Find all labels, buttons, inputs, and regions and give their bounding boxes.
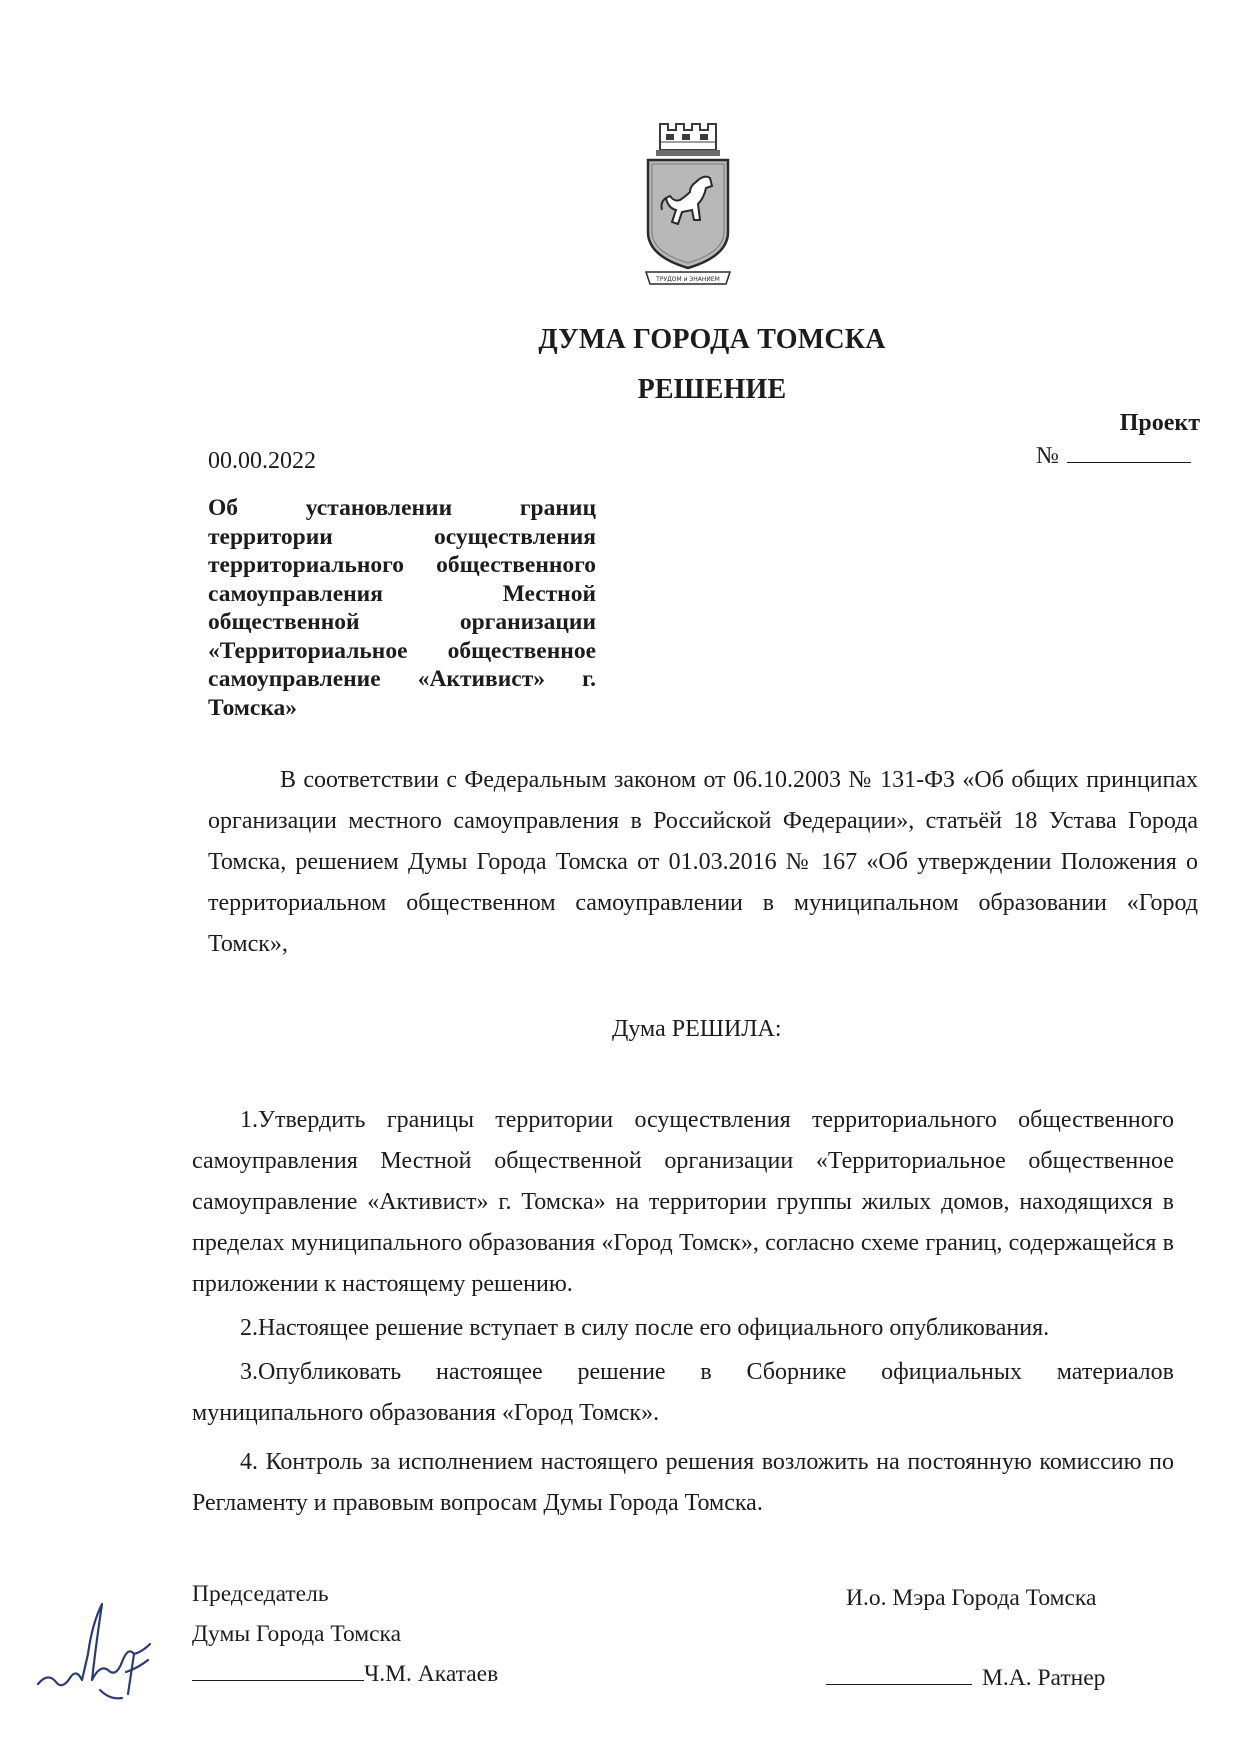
signer-name: М.А. Ратнер: [982, 1665, 1106, 1691]
city-coat-of-arms-icon: [638, 116, 738, 296]
decision-item-3: 3.Опубликовать настоящее решение в Сборнике официальных материалов муниципального образования «Город Томск».: [192, 1359, 1174, 1426]
decision-subject: Об установлении границ территории осуществления территориального общественного самоуправления Местной общественной организации «Территориальное общественное самоуправление «Активист» г. Томска»: [208, 495, 596, 721]
decision-item-1: 1.Утвердить границы территории осуществления территориального общественного самоуправления Местной общественной организации «Территориальное общественное самоуправление «Активист» г. Томска» на территории группы жилых домов, находящихся в пределах муниципального образования «Город Томск», согласно схеме границ, содержащейся в приложении к настоящему решению.: [192, 1107, 1174, 1297]
document-type: РЕШЕНИЕ: [637, 374, 787, 405]
signature-block-mayor: [846, 1578, 1105, 1698]
handwritten-signature-icon: [30, 1594, 170, 1714]
preamble-paragraph: В соответствии с Федеральным законом от 06.10.2003 № 131-ФЗ «Об общих принципах организации местного самоуправления в Российской Федерации», статьёй 18 Устава Города Томска, решением Думы Города Томска от 01.03.2016 № 167 «Об утверждении Положения о территориальном общественном самоуправлении в муниципальном образовании «Город Томск»,: [208, 767, 1198, 957]
number-label: №: [1036, 443, 1059, 469]
decision-item-4: 4. Контроль за исполнением настоящего решения возложить на постоянную комиссию по Регламенту и правовым вопросам Думы Города Томска.: [192, 1449, 1174, 1516]
signature-block-chairman: [192, 1574, 498, 1694]
signer-name-row: [192, 1654, 498, 1694]
number-blank-line: [1067, 440, 1191, 463]
decision-item-2: 2.Настоящее решение вступает в силу после его официального опубликования.: [240, 1315, 1050, 1341]
signer-name-row: [826, 1658, 1105, 1698]
organization-title: ДУМА ГОРОДА ТОМСКА: [538, 324, 886, 355]
resolved-heading: Дума РЕШИЛА:: [612, 1016, 782, 1042]
decision-date: 00.00.2022: [208, 448, 316, 474]
decision-number: [1036, 440, 1191, 470]
signer-title: И.о. Мэра Города Томска: [846, 1585, 1097, 1611]
signature-line: [192, 1658, 364, 1681]
signer-title-line1: Председатель: [192, 1581, 329, 1607]
spacer: [846, 1618, 1105, 1658]
project-label: Проект: [1119, 410, 1200, 436]
signer-title-line2: Думы Города Томска: [192, 1621, 402, 1647]
svg-text:ТРУДОМ и ЗНАНИЕМ: ТРУДОМ и ЗНАНИЕМ: [656, 276, 720, 283]
signature-line: [826, 1662, 972, 1685]
signer-name: Ч.М. Акатаев: [364, 1661, 499, 1687]
